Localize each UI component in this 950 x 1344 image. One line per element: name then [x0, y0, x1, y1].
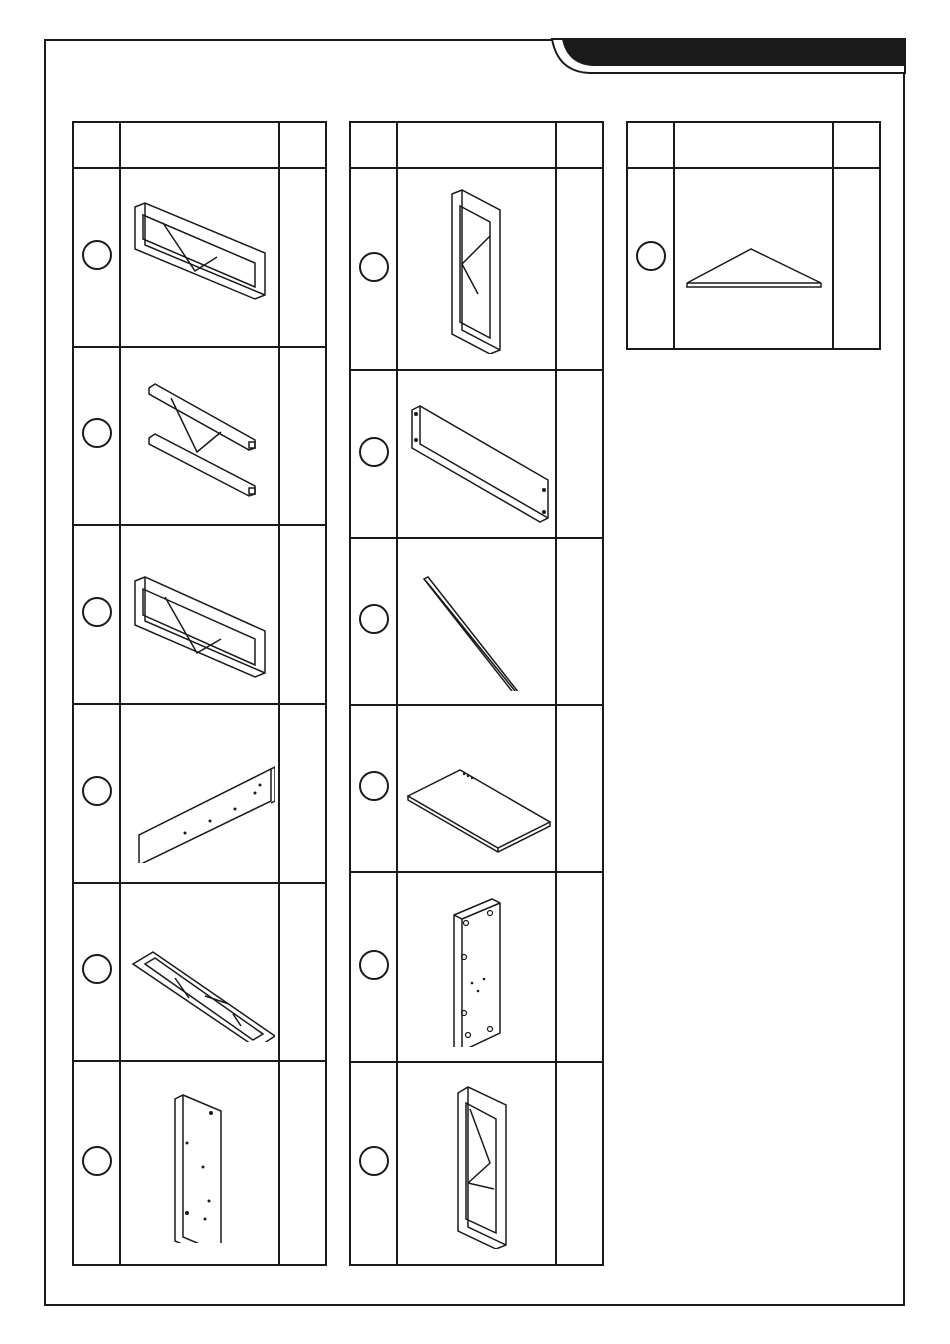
rectangular-frame-icon [125, 545, 275, 685]
drilled-panel-icon [125, 1083, 275, 1243]
header-tab [0, 0, 950, 80]
rod-icon [402, 551, 552, 691]
table-row [350, 705, 603, 872]
part-qty-cell [279, 883, 326, 1062]
long-board-icon [402, 384, 552, 524]
part-qty-cell [556, 538, 603, 705]
part-circle [82, 776, 112, 806]
part-drawing-cell [120, 883, 279, 1062]
header-part [397, 122, 556, 168]
part-qty-cell [833, 168, 880, 349]
part-qty-cell [279, 347, 326, 526]
part-letter-cell [73, 704, 120, 883]
rectangular-frame-icon [125, 187, 275, 327]
part-qty-cell [556, 872, 603, 1063]
part-qty-cell [279, 704, 326, 883]
angled-panel-icon [125, 723, 275, 863]
vertical-frame-icon [402, 1079, 552, 1249]
part-letter-cell [73, 1061, 120, 1265]
table-row [350, 538, 603, 705]
part-circle [359, 1146, 389, 1176]
header-letter [73, 122, 120, 168]
part-letter-cell [350, 1062, 397, 1265]
part-qty-cell [279, 168, 326, 347]
header-letter [627, 122, 674, 168]
part-letter-cell [350, 538, 397, 705]
table-row [627, 168, 880, 349]
flat-frame-icon [125, 902, 275, 1042]
header-qty [279, 122, 326, 168]
part-drawing-cell [120, 168, 279, 347]
part-drawing-cell [397, 538, 556, 705]
table-row [350, 370, 603, 537]
part-drawing-cell [397, 872, 556, 1063]
table-row [73, 347, 326, 526]
flat-shelf-icon [402, 718, 552, 858]
header-qty [556, 122, 603, 168]
part-drawing-cell [120, 1061, 279, 1265]
parts-table-3 [626, 121, 881, 350]
part-letter-cell [73, 525, 120, 704]
part-drawing-cell [397, 1062, 556, 1265]
part-circle [359, 771, 389, 801]
part-circle [636, 241, 666, 271]
part-qty-cell [556, 1062, 603, 1265]
table-row [73, 704, 326, 883]
part-circle [359, 252, 389, 282]
part-letter-cell [350, 168, 397, 370]
part-letter-cell [350, 370, 397, 537]
part-qty-cell [556, 370, 603, 537]
header-part [120, 122, 279, 168]
vertical-frame-icon [402, 184, 552, 354]
parts-table-2 [349, 121, 604, 1266]
part-drawing-cell [674, 168, 833, 349]
part-circle [82, 418, 112, 448]
part-circle [82, 240, 112, 270]
table-row [350, 168, 603, 370]
corner-shelf-icon [679, 199, 829, 319]
cross-brace-icon [125, 366, 275, 506]
header-qty [833, 122, 880, 168]
part-letter-cell [350, 872, 397, 1063]
part-drawing-cell [120, 347, 279, 526]
part-qty-cell [556, 168, 603, 370]
table-row [73, 525, 326, 704]
parts-table-1 [72, 121, 327, 1266]
part-letter-cell [627, 168, 674, 349]
side-panel-icon [402, 887, 552, 1047]
part-qty-cell [279, 1061, 326, 1265]
part-circle [359, 604, 389, 634]
table-row [350, 872, 603, 1063]
part-circle [359, 950, 389, 980]
part-circle [82, 954, 112, 984]
part-drawing-cell [397, 168, 556, 370]
part-circle [359, 437, 389, 467]
table-row [350, 1062, 603, 1265]
part-qty-cell [556, 705, 603, 872]
part-drawing-cell [397, 370, 556, 537]
part-drawing-cell [397, 705, 556, 872]
part-circle [82, 1146, 112, 1176]
header-part [674, 122, 833, 168]
header-letter [350, 122, 397, 168]
table-row [73, 168, 326, 347]
part-drawing-cell [120, 704, 279, 883]
part-circle [82, 597, 112, 627]
part-letter-cell [73, 168, 120, 347]
table-row [73, 883, 326, 1062]
part-letter-cell [73, 347, 120, 526]
table-row [73, 1061, 326, 1265]
part-letter-cell [350, 705, 397, 872]
part-qty-cell [279, 525, 326, 704]
part-letter-cell [73, 883, 120, 1062]
part-drawing-cell [120, 525, 279, 704]
